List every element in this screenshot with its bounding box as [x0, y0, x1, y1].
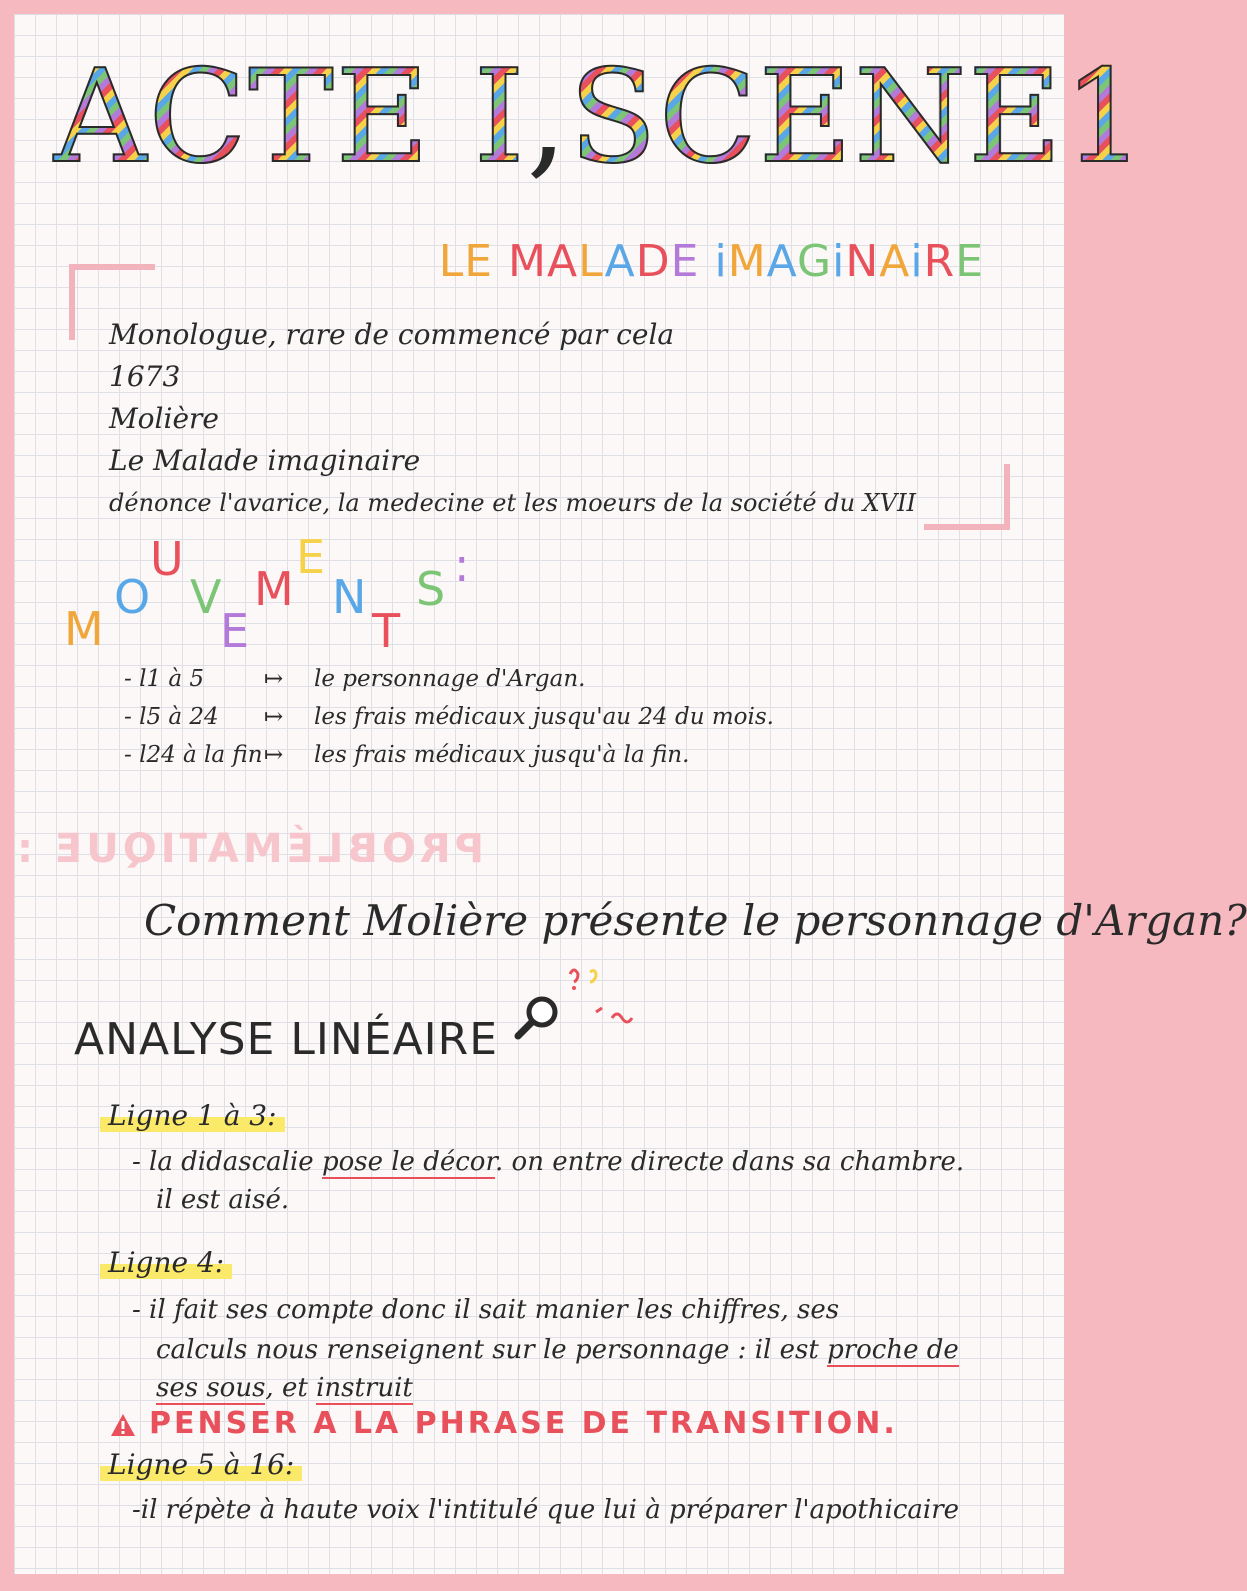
sparkle-icon	[562, 962, 642, 1032]
notebook-page	[13, 14, 1247, 1574]
mouvements-letter: :	[454, 538, 470, 592]
warning-icon	[109, 1412, 137, 1438]
mouvements-list	[124, 660, 774, 774]
intro-line: Le Malade imaginaire	[109, 444, 421, 477]
title-letter: C	[148, 43, 249, 192]
subtitle-letter: N	[845, 236, 880, 287]
mouvements-letter: S	[416, 562, 446, 616]
subtitle-letter: D	[635, 236, 671, 287]
subtitle-letter: A	[547, 236, 579, 287]
subtitle-letter: i	[714, 236, 728, 287]
mouvements-letter: V	[190, 570, 222, 624]
subtitle-letter	[699, 236, 714, 287]
intro-block	[109, 314, 916, 524]
title-letter: S	[569, 43, 659, 192]
section-2-line-3: ses sous, et instruit	[156, 1373, 413, 1403]
problematique-question: Comment Molière présente le personnage d'Argan?	[144, 896, 1247, 945]
subtitle-letter: i	[910, 236, 924, 287]
mouvements-letter: N	[332, 570, 367, 624]
intro-line: dénonce l'avarice, la medecine et les moeurs de la société du XVII	[109, 489, 917, 517]
magnifier-icon	[514, 994, 560, 1040]
subtitle-letter: E	[464, 236, 494, 287]
subtitle-letter: E	[670, 236, 700, 287]
transition-warning: PENSER A LA PHRASE DE TRANSITION.	[109, 1406, 898, 1441]
section-2-line-1: - il fait ses compte donc il sait manier les chiffres, ses	[132, 1295, 840, 1325]
subtitle-letter: R	[923, 236, 956, 287]
section-3-line-1: -il répète à haute voix l'intitulé que lui à préparer l'apothicaire	[132, 1495, 960, 1525]
subtitle-letter: A	[604, 236, 636, 287]
mouvements-letter: M	[254, 562, 294, 616]
title-letter: C	[658, 43, 759, 192]
list-item: - l1 à 5 ↦ le personnage d'Argan.	[124, 666, 586, 692]
intro-line: 1673	[109, 360, 181, 393]
mouvements-letter: E	[220, 604, 250, 658]
subtitle-letter: L	[578, 236, 605, 287]
mouvements-letter: T	[372, 604, 401, 658]
mouvements-letter: O	[114, 570, 151, 624]
section-1-line-1: - la didascalie pose le décor. on entre directe dans sa chambre.	[132, 1147, 965, 1177]
mouvements-letter: M	[64, 602, 104, 656]
subtitle-letter: E	[955, 236, 984, 287]
title-letter: N	[854, 43, 969, 192]
section-label-1: Ligne 1 à 3:	[100, 1099, 285, 1132]
subtitle-letter: M	[508, 236, 548, 287]
subtitle-letter: i	[832, 236, 846, 287]
subtitle-letter: M	[727, 236, 767, 287]
title-letter: A	[54, 43, 149, 192]
section-label-2: Ligne 4:	[100, 1246, 232, 1279]
intro-line: Molière	[109, 402, 219, 435]
section-2-line-2: calculs nous renseignent sur le personnage : il est proche de	[156, 1335, 959, 1365]
title-letter: E	[335, 43, 432, 192]
title-letter: E	[758, 43, 855, 192]
mouvements-letter: E	[296, 530, 326, 584]
title-numeral: I	[473, 43, 527, 192]
list-item: - l5 à 24 ↦ les frais médicaux jusqu'au 24 du mois.	[124, 704, 774, 730]
title-space	[431, 43, 474, 192]
subtitle-letter: A	[766, 236, 797, 287]
title-letter: E	[968, 43, 1064, 192]
page-title	[54, 43, 1148, 192]
analyse-heading: ANALYSE LINÉAIRE	[74, 1014, 499, 1065]
list-item: - l24 à la fin↦ les frais médicaux jusqu'à la fin.	[124, 742, 690, 768]
problematique-heading: PROBLÉMATIQUE :	[13, 826, 484, 872]
title-number: 1	[1063, 43, 1148, 192]
intro-line: Monologue, rare de commencé par cela	[109, 318, 675, 351]
subtitle-letter: A	[879, 236, 911, 287]
subtitle-letter: G	[797, 236, 833, 287]
subtitle	[439, 236, 984, 287]
section-label-3: Ligne 5 à 16:	[100, 1448, 302, 1481]
mouvements-letter: U	[150, 532, 184, 586]
title-letter: T	[248, 43, 336, 192]
title-comma: ,	[526, 43, 570, 192]
subtitle-letter	[493, 236, 508, 287]
bracket-bottom-right	[924, 464, 1010, 530]
subtitle-letter: L	[438, 236, 465, 287]
section-1-line-2: il est aisé.	[156, 1185, 290, 1215]
